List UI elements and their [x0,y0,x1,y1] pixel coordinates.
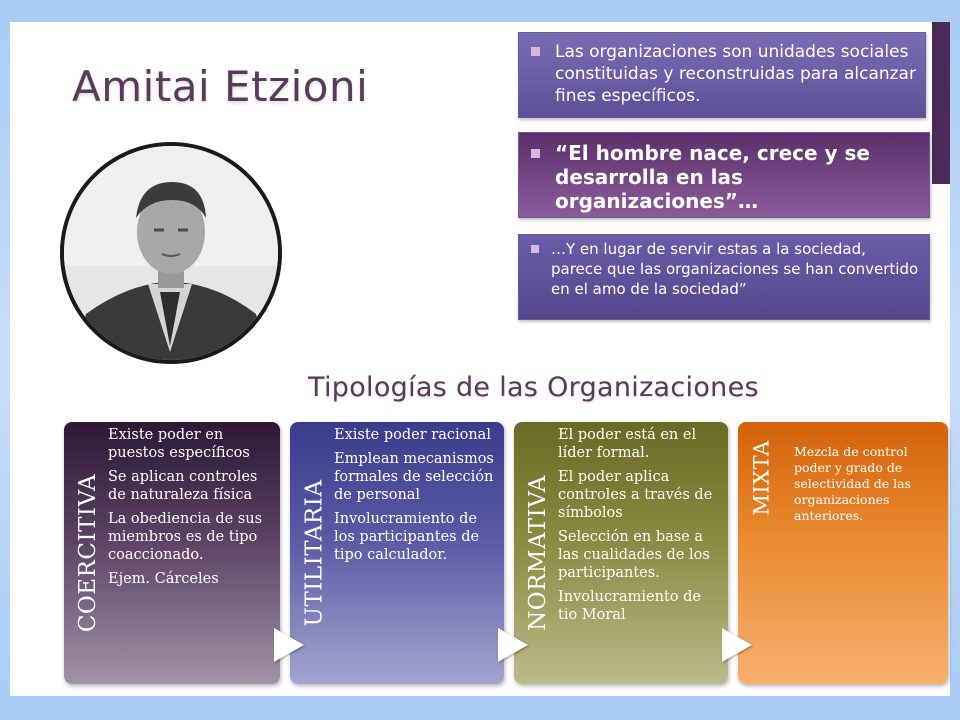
typology-point: Involucramiento de los participantes de tipo calculador. [334,511,480,563]
typology-point: Existe poder en puestos específicos [108,427,250,461]
portrait-illustration [64,146,278,360]
typologies-heading: Tipologías de las Organizaciones [308,372,759,403]
typology-point: Selección en base a las cualidades de los participantes. [558,529,710,581]
typology-label: NORMATIVA [525,475,552,631]
typology-card-normativa [514,422,728,684]
typology-points [794,444,942,530]
quote-text-2: “El hombre nace, crece y se desarrolla en las organizaciones”… [555,141,870,213]
quote-text-3: …Y en lugar de servir estas a la sociedad, parece que las organizaciones se han convertido en el amo de la sociedad” [551,240,919,298]
quote-text-1: Las organizaciones son unidades sociales constituidas y reconstruidas para alcanzar fines específicos. [555,42,916,106]
typology-card-coercitiva [64,422,280,684]
typology-label: MIXTA [750,440,774,516]
typology-point: La obediencia de sus miembros es de tipo coaccionado. [108,511,263,563]
typology-point: Ejem. Cárceles [108,571,219,587]
typology-point: El poder está en el líder formal. [558,427,697,461]
quote-box-2 [518,132,930,218]
typology-point: Mezcla de control poder y grado de selectividad de las organizaciones anteriores. [794,444,911,523]
typology-point: El poder aplica controles a través de símbolos [558,469,713,521]
square-bullet-icon [531,245,539,253]
typology-card-utilitaria [290,422,504,684]
quote-box-1 [518,32,926,118]
arrow-right-icon [274,628,304,662]
arrow-right-icon [722,628,752,662]
decorative-bar [932,22,950,184]
typology-label: UTILITARIA [301,479,327,627]
square-bullet-icon [531,149,540,158]
portrait-photo [60,142,282,364]
typology-point: Existe poder racional [334,427,491,443]
typology-points [558,426,722,630]
typology-point: Involucramiento de tio Moral [558,589,701,623]
typology-card-mixta [738,422,948,684]
slide [10,22,950,696]
quote-box-3 [518,234,930,320]
square-bullet-icon [531,47,540,56]
arrow-right-icon [498,628,528,662]
typology-label: COERCITIVA [75,473,101,633]
slide-title: Amitai Etzioni [72,62,369,111]
typology-point: Se aplican controles de naturaleza física [108,469,258,503]
typology-point: Emplean mecanismos formales de selección de personal [334,451,494,503]
typology-points [108,426,274,594]
typology-points [334,426,498,570]
